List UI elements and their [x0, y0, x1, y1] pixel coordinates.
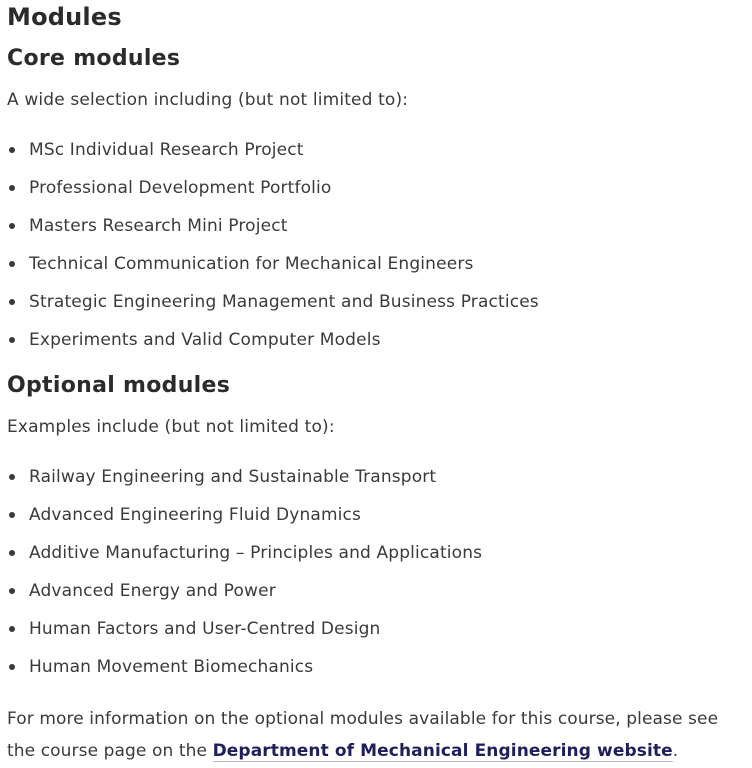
list-item — [0, 618, 482, 656]
optional-modules-heading: Optional modules — [7, 373, 231, 398]
bullet-icon — [9, 299, 15, 305]
module-name: Human Factors and User-Centred Design — [29, 619, 381, 639]
bullet-icon — [9, 626, 15, 632]
list-item — [0, 580, 482, 618]
more-info-text: For more information on the optional modules available for this course, please see the course page on the — [7, 709, 719, 761]
bullet-icon — [9, 261, 15, 267]
bullet-icon — [9, 337, 15, 343]
list-item — [0, 329, 539, 367]
list-item — [0, 139, 539, 177]
optional-modules-list — [0, 466, 482, 694]
module-name: MSc Individual Research Project — [29, 140, 304, 160]
module-name: Experiments and Valid Computer Models — [29, 330, 381, 350]
module-name: Additive Manufacturing – Principles and Applications — [29, 543, 483, 563]
list-item — [0, 542, 482, 580]
list-item — [0, 291, 539, 329]
list-item — [0, 466, 482, 504]
module-name: Railway Engineering and Sustainable Transport — [29, 467, 437, 487]
optional-modules-intro: Examples include (but not limited to): — [7, 417, 335, 437]
bullet-icon — [9, 223, 15, 229]
module-name: Human Movement Biomechanics — [29, 657, 314, 677]
more-info-period: . — [672, 741, 679, 761]
bullet-icon — [9, 512, 15, 518]
module-name: Professional Development Portfolio — [29, 178, 332, 198]
bullet-icon — [9, 550, 15, 556]
module-name: Masters Research Mini Project — [29, 216, 288, 236]
list-item — [0, 656, 482, 694]
core-modules-heading: Core modules — [7, 46, 181, 71]
department-website-link[interactable]: Department of Mechanical Engineering website — [212, 741, 673, 761]
module-name: Advanced Engineering Fluid Dynamics — [29, 505, 362, 525]
list-item — [0, 177, 539, 215]
module-name: Strategic Engineering Management and Business Practices — [29, 292, 539, 312]
more-info-paragraph — [7, 703, 747, 767]
core-modules-intro: A wide selection including (but not limited to): — [7, 90, 409, 110]
list-item — [0, 215, 539, 253]
list-item — [0, 253, 539, 291]
bullet-icon — [9, 185, 15, 191]
page-title: Modules — [7, 3, 122, 31]
bullet-icon — [9, 147, 15, 153]
bullet-icon — [9, 588, 15, 594]
list-item — [0, 504, 482, 542]
module-name: Technical Communication for Mechanical Engineers — [29, 254, 474, 274]
core-modules-list — [0, 139, 539, 367]
bullet-icon — [9, 474, 15, 480]
bullet-icon — [9, 664, 15, 670]
module-name: Advanced Energy and Power — [29, 581, 276, 601]
